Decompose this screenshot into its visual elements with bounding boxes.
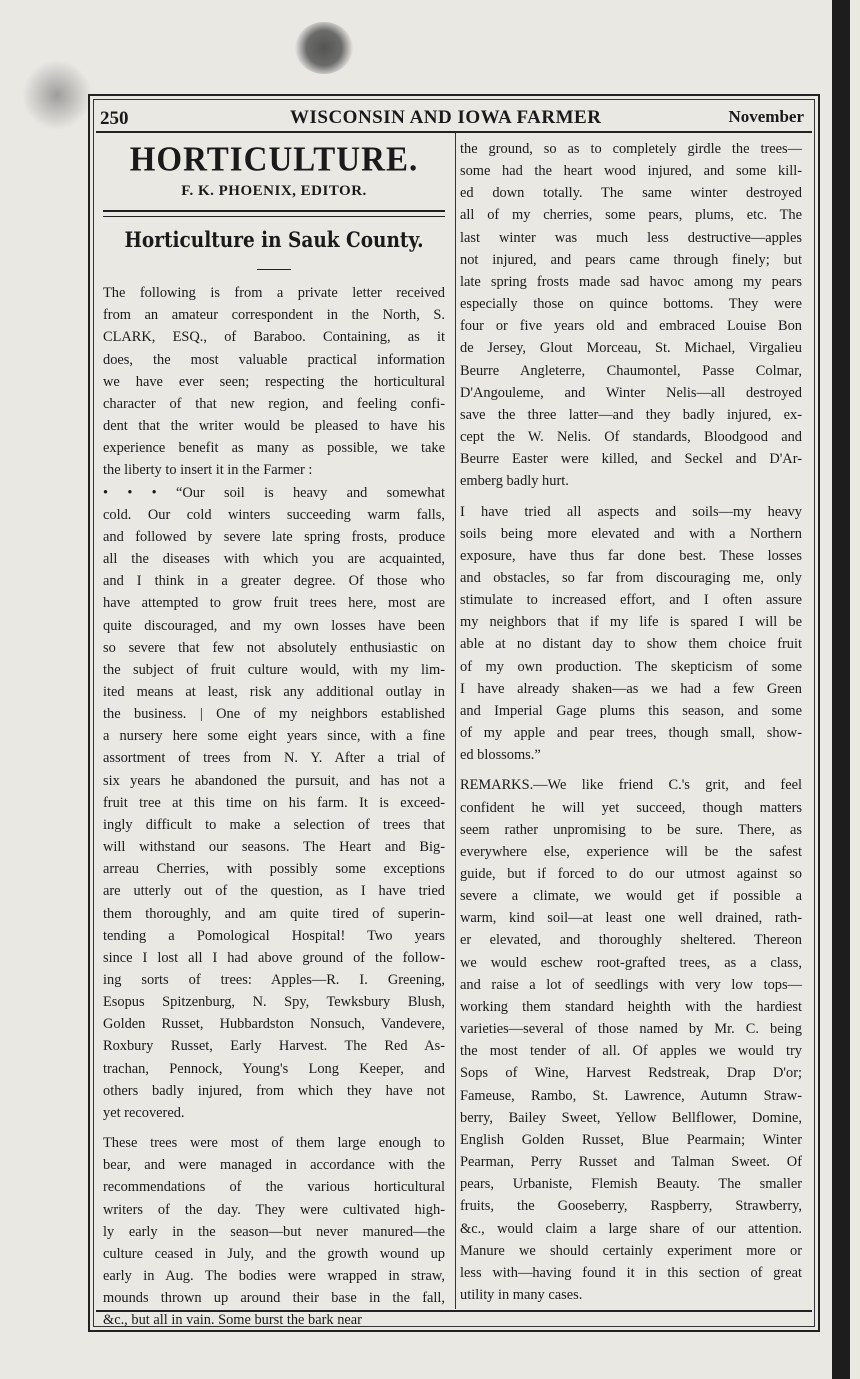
text-line: culture ceased in July, and the growth wound up — [103, 1245, 445, 1262]
text-line: yet recovered. — [103, 1104, 185, 1121]
text-line: early in Aug. The bodies were wrapped in straw, — [103, 1268, 445, 1285]
text-line: late spring frosts made sad havoc among my pears — [460, 273, 802, 290]
text-line: tending a Pomological Hospital! Two years — [103, 927, 445, 944]
text-line: de Jersey, Glout Morceau, St. Michael, Virgalieu — [460, 340, 802, 357]
text-line: all of my cherries, some pears, plums, etc. The — [460, 207, 802, 224]
text-line: character of that new region, and feeling confi- — [103, 395, 445, 412]
text-line: the ground, so as to completely girdle the trees— — [460, 141, 802, 157]
text-line: I have tried all aspects and soils—my heavy — [460, 503, 802, 520]
text-line: does, the most valuable practical information — [103, 351, 445, 368]
paragraph-gap — [460, 493, 802, 501]
text-line: less with—having found it in this section of great — [460, 1264, 802, 1281]
text-line: last winter was much less destructive—apples — [460, 229, 802, 246]
text-line: berry, Bailey Sweet, Yellow Bellflower, Domine, — [460, 1109, 802, 1126]
text-line: utility in many cases. — [460, 1286, 583, 1303]
text-line: • • • “Our soil is heavy and somewhat — [103, 484, 445, 501]
text-line: and I think in a greater degree. Of those who — [103, 573, 445, 590]
text-line: warm, kind soil—at least one well drained, rath- — [460, 910, 802, 927]
paragraph-gap — [103, 1124, 445, 1132]
section-title: HORTICULTURE. — [129, 141, 419, 179]
text-line: severe a climate, we would get if possible a — [460, 888, 802, 905]
text-line: especially those on quince bottoms. They were — [460, 296, 802, 313]
text-line: The following is from a private letter received — [103, 285, 445, 302]
text-line: Roxbury Russet, Early Harvest. The Red As- — [103, 1038, 445, 1055]
text-line: cept the W. Nelis. Of standards, Bloodgood and — [460, 429, 802, 446]
text-line: mounds thrown up around their base in the fall, — [103, 1290, 445, 1307]
text-line: cold. Our cold winters succeeding warm falls, — [103, 506, 445, 523]
text-line: seem rather unpromising to be sure. There, as — [460, 821, 802, 838]
paragraph-gap — [460, 766, 802, 774]
text-line: CLARK, ESQ., of Baraboo. Containing, as it — [103, 329, 445, 346]
text-line: we have ever seen; respecting the horticultural — [103, 373, 445, 390]
text-line: four or five years old and embraced Louise Bon — [460, 318, 802, 335]
text-line: of my apple and pear trees, though small, show- — [460, 725, 802, 742]
text-line: Manure we should certainly experiment more or — [460, 1242, 802, 1259]
text-line: ly early in the season—but never manured—the — [103, 1223, 445, 1240]
right-column-text — [460, 138, 802, 1306]
text-line: bear, and were managed in accordance with the — [103, 1157, 445, 1174]
text-line: ing sorts of trees: Apples—R. I. Greening, — [103, 972, 445, 988]
text-line: ed blossoms.” — [460, 747, 541, 764]
text-line: &c., would claim a large share of our attention. — [460, 1220, 802, 1237]
text-line: of my own production. The skepticism of some — [460, 658, 802, 675]
text-line: Pearman, Perry Russet and Talman Sweet. Of — [460, 1154, 802, 1171]
column-divider — [455, 133, 456, 1309]
text-line: varieties—several of those named by Mr. C. being — [460, 1021, 802, 1038]
text-line: and Imperial Gage plums this season, and some — [460, 702, 802, 719]
masthead: WISCONSIN AND IOWA FARMER — [290, 107, 602, 128]
text-line: we would eschew root-grafted trees, as a class, — [460, 954, 802, 971]
text-line: ingly difficult to make a selection of trees that — [103, 816, 445, 833]
text-line: REMARKS.—We like friend C.'s grit, and feel — [460, 777, 802, 794]
text-line: them thoroughly, and am quite tired of superin- — [103, 905, 445, 922]
text-line: &c., but all in vain. Some burst the bark near — [103, 1312, 362, 1329]
text-line: Beurre Easter were killed, and Seckel and D'Ar- — [460, 451, 802, 468]
text-line: fruits, the Gooseberry, Raspberry, Strawberry, — [460, 1198, 802, 1215]
ink-stain — [22, 60, 92, 130]
text-line: Fameuse, Rambo, St. Lawrence, Autumn Straw- — [460, 1087, 802, 1104]
text-line: have attempted to grow fruit trees here, most are — [103, 595, 445, 612]
text-line: able at no distant day to show them choice fruit — [460, 636, 802, 653]
text-line: er elevated, and thoroughly sheltered. Thereon — [460, 932, 802, 949]
text-line: will withstand our seasons. The Heart and Big- — [103, 839, 445, 856]
text-line: are utterly out of the question, as I have tried — [103, 883, 445, 900]
text-line: stimulate to increased effort, and I often assure — [460, 592, 802, 609]
text-line: experience benefit as many as possible, we take — [103, 440, 445, 457]
text-line: These trees were most of them large enough to — [103, 1135, 445, 1152]
article-title: Horticulture in Sauk County. — [124, 227, 424, 253]
text-line: ed down totally. The same winter destroyed — [460, 185, 802, 202]
text-line: Beurre Angleterre, Chaumontel, Passe Colmar, — [460, 362, 802, 379]
binding-edge — [832, 0, 850, 1379]
page-number: 250 — [100, 108, 129, 129]
text-line: and raise a lot of seedlings with very low tops— — [460, 976, 802, 993]
text-line: arreau Cherries, with possibly some exceptions — [103, 861, 445, 878]
text-line: trachan, Pennock, Young's Long Keeper, and — [103, 1060, 445, 1077]
text-line: ited means at least, risk any additional outlay in — [103, 683, 445, 700]
text-line: the business. | One of my neighbors established — [103, 706, 445, 723]
text-line: Golden Russet, Hubbardston Nonsuch, Vandevere, — [103, 1016, 445, 1033]
text-line: D'Angouleme, and Winter Nelis—all destroyed — [460, 384, 802, 401]
text-line: some had the heart wood injured, and some kill- — [460, 163, 802, 180]
text-line: six years he abandoned the pursuit, and has not a — [103, 772, 445, 789]
issue-month: November — [728, 107, 804, 126]
text-line: dent that the writer would be pleased to have his — [103, 418, 445, 435]
left-column-text — [103, 282, 445, 1331]
text-line: quite discouraged, and my own losses have been — [103, 617, 445, 634]
text-line: exposure, have thus far done best. These losses — [460, 547, 802, 564]
text-line: writers of the day. They were cultivated high- — [103, 1201, 445, 1218]
title-rule — [257, 269, 291, 270]
text-line: from an amateur correspondent in the North, S. — [103, 307, 445, 324]
text-line: not injured, and pears came through finely; but — [460, 251, 802, 268]
section-rule — [103, 210, 445, 217]
text-line: and followed by severe late spring frosts, produce — [103, 528, 445, 545]
page-header — [100, 104, 804, 130]
text-line: guide, but if forced to do our utmost against so — [460, 866, 802, 882]
text-line: and obstacles, so far from discouraging me, only — [460, 569, 802, 586]
text-line: all the diseases with which you are acquainted, — [103, 551, 445, 568]
ink-stain — [295, 22, 353, 74]
text-line: working them standard heighth with the hardiest — [460, 998, 802, 1015]
text-line: Esopus Spitzenburg, N. Spy, Tewksbury Blush, — [103, 994, 445, 1011]
text-line: the subject of fruit culture would, with my lim- — [103, 661, 445, 678]
text-line: the most tender of all. Of apples we would try — [460, 1043, 802, 1060]
text-line: Sops of Wine, Harvest Redstreak, Drap D'or; — [460, 1065, 802, 1082]
text-line: pears, Urbaniste, Flemish Beauty. The smaller — [460, 1176, 802, 1193]
header-rule — [96, 131, 812, 133]
section-editor: F. K. PHOENIX, EDITOR. — [181, 183, 367, 199]
text-line: recommendations of the various horticultural — [103, 1179, 445, 1196]
text-line: others badly injured, from which they have not — [103, 1082, 445, 1099]
text-line: so severe that few not absolutely enthusiastic on — [103, 639, 445, 656]
text-line: assortment of trees from N. Y. After a trial of — [103, 750, 445, 767]
left-column — [103, 136, 445, 1332]
text-line: everywhere else, experience will be the safest — [460, 843, 802, 860]
text-line: soils being more elevated and with a Northern — [460, 525, 802, 542]
text-line: since I lost all I had above ground of the follow- — [103, 949, 445, 966]
text-line: save the three latter—and they badly injured, ex- — [460, 406, 802, 423]
text-line: fruit tree at this time on his farm. It is exceed- — [103, 794, 445, 811]
text-line: I have already shaken—as we had a few Green — [460, 680, 802, 697]
right-column — [460, 138, 802, 1306]
text-line: emberg badly hurt. — [460, 473, 569, 490]
text-line: the liberty to insert it in the Farmer : — [103, 462, 313, 479]
text-line: confident he will yet succeed, though matters — [460, 799, 802, 816]
text-line: English Golden Russet, Blue Pearmain; Winter — [460, 1131, 802, 1148]
text-line: my neighbors that if my life is spared I will be — [460, 614, 802, 631]
text-line: a nursery here some eight years since, with a fine — [103, 728, 445, 745]
